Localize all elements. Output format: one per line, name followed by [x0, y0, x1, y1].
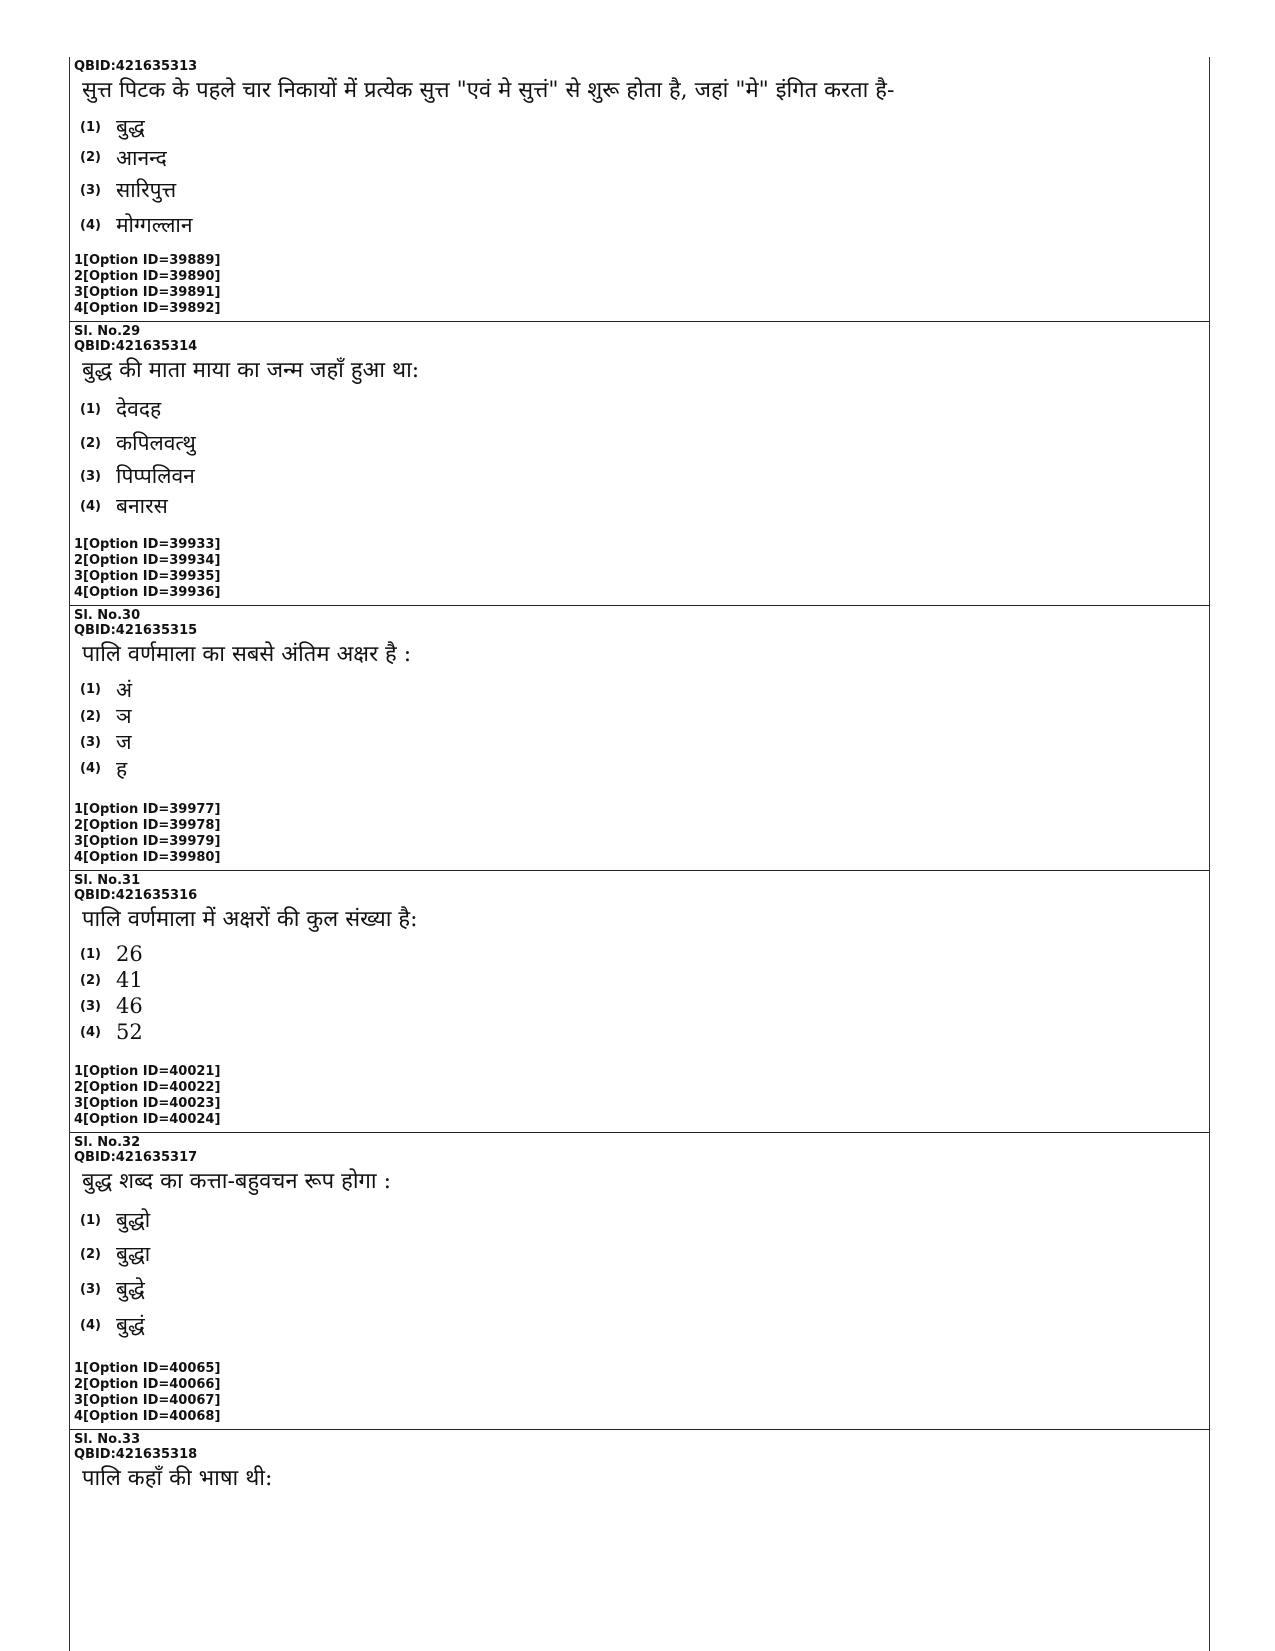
- option-id: 1[Option ID=40021]: [74, 1064, 221, 1079]
- option-id: 2[Option ID=39890]: [74, 269, 221, 284]
- qbid: QBID:421635318: [74, 1447, 198, 1462]
- option-id-list: [74, 802, 220, 866]
- option: [80, 460, 1209, 492]
- option-text: अं: [116, 677, 133, 702]
- question-block: [70, 322, 1209, 606]
- option: [80, 112, 1209, 142]
- question-paper: [69, 57, 1210, 1651]
- option-id: 2[Option ID=40022]: [74, 1080, 221, 1095]
- option-number: (2): [80, 435, 101, 451]
- option-text: 26: [116, 942, 143, 966]
- option-text: मोग्गल्लान: [116, 213, 193, 237]
- option-number: (4): [80, 1317, 101, 1333]
- option-text: बुद्धा: [116, 1242, 151, 1266]
- option-number: (1): [80, 1212, 101, 1228]
- option-text: आनन्द: [116, 145, 167, 170]
- option: [80, 173, 1209, 207]
- option-text: 52: [116, 1020, 143, 1044]
- question-text: पालि वर्णमाला में अक्षरों की कुल संख्या है:: [82, 907, 418, 932]
- option-number: (2): [80, 150, 101, 165]
- option: [80, 207, 1209, 243]
- option-text: ञ: [116, 704, 132, 728]
- option-number: (4): [80, 1024, 101, 1040]
- option: [80, 392, 1209, 426]
- question-block: [70, 1430, 1209, 1520]
- option-id: 1[Option ID=40065]: [74, 1361, 221, 1376]
- option-number: (3): [80, 182, 101, 198]
- option: [80, 492, 1209, 520]
- question-block: [70, 57, 1209, 322]
- question-text: पालि कहाँ की भाषा थी:: [82, 1466, 273, 1491]
- option-id: 4[Option ID=39936]: [74, 585, 221, 600]
- option-id: 3[Option ID=40023]: [74, 1096, 221, 1111]
- option: [80, 755, 1209, 782]
- option: [80, 676, 1209, 703]
- option-number: (1): [80, 946, 101, 962]
- option-text: 41: [116, 968, 143, 992]
- option: [80, 729, 1209, 755]
- option-text: बनारस: [116, 494, 168, 518]
- option-number: (3): [80, 468, 101, 484]
- qbid: QBID:421635313: [74, 59, 198, 74]
- option-id: 4[Option ID=40068]: [74, 1409, 221, 1424]
- option-id: 1[Option ID=39933]: [74, 537, 221, 552]
- option-text: बुद्धे: [116, 1277, 145, 1301]
- option-text: 46: [116, 994, 143, 1018]
- serial-number: Sl. No.29: [74, 324, 141, 339]
- option-id: 4[Option ID=39892]: [74, 301, 221, 316]
- option-id: 1[Option ID=39977]: [74, 802, 221, 817]
- option-number: (2): [80, 972, 101, 988]
- option-id: 4[Option ID=40024]: [74, 1112, 221, 1127]
- option-text: पिप्पलिवन: [116, 464, 195, 488]
- option: [80, 993, 1209, 1019]
- option-number: (2): [80, 708, 101, 724]
- qbid: QBID:421635316: [74, 888, 198, 903]
- option-id-list: [74, 253, 220, 317]
- option: [80, 1237, 1209, 1271]
- option-text: देवदह: [116, 397, 162, 421]
- option-id: 3[Option ID=39891]: [74, 285, 221, 300]
- option-id: 1[Option ID=39889]: [74, 253, 221, 268]
- option-id: 3[Option ID=39935]: [74, 569, 221, 584]
- option: [80, 1271, 1209, 1307]
- serial-number: Sl. No.31: [74, 873, 141, 888]
- question-block: [70, 1133, 1209, 1430]
- option-id: 2[Option ID=39934]: [74, 553, 221, 568]
- option-id: 4[Option ID=39980]: [74, 850, 221, 865]
- option-id: 2[Option ID=39978]: [74, 818, 221, 833]
- option-number: (4): [80, 761, 101, 776]
- option: [80, 967, 1209, 993]
- option-number: (2): [80, 1246, 101, 1262]
- option-text: ज: [116, 730, 132, 754]
- option-text: बुद्ध: [116, 115, 145, 139]
- option: [80, 1307, 1209, 1343]
- option-number: (1): [80, 119, 101, 135]
- option: [80, 941, 1209, 967]
- option: [80, 703, 1209, 729]
- serial-number: Sl. No.30: [74, 608, 141, 623]
- qbid: QBID:421635317: [74, 1150, 198, 1165]
- option-id: 2[Option ID=40066]: [74, 1377, 221, 1392]
- option-number: (1): [80, 401, 101, 417]
- question-text: बुद्ध शब्द का कत्ता-बहुवचन रूप होगा :: [82, 1169, 392, 1194]
- option: [80, 142, 1209, 173]
- question-block: [70, 606, 1209, 871]
- question-text: सुत्त पिटक के पहले चार निकायों में प्रत्येक सुत्त "एवं मे सुत्तं" से शुरू होता है, जहां "मे" इंगित करता है-: [82, 78, 895, 103]
- question-text: पालि वर्णमाला का सबसे अंतिम अक्षर है :: [82, 642, 412, 667]
- option-id: 3[Option ID=40067]: [74, 1393, 221, 1408]
- serial-number: Sl. No.32: [74, 1135, 141, 1150]
- question-text: बुद्ध की माता माया का जन्म जहाँ हुआ था:: [82, 358, 420, 383]
- option-id-list: [74, 1361, 220, 1425]
- option-text: ह: [116, 756, 128, 781]
- option: [80, 1019, 1209, 1045]
- qbid: QBID:421635315: [74, 623, 198, 638]
- option-text: बुद्धो: [116, 1208, 151, 1232]
- option: [80, 1203, 1209, 1237]
- option-number: (1): [80, 682, 101, 697]
- option-text: सारिपुत्त: [116, 178, 177, 202]
- option-number: (3): [80, 998, 101, 1014]
- option-number: (4): [80, 498, 101, 514]
- option-text: कपिलवत्थु: [116, 431, 196, 455]
- serial-number: Sl. No.33: [74, 1432, 141, 1447]
- option-text: बुद्धं: [116, 1313, 145, 1337]
- option-number: (3): [80, 1281, 101, 1297]
- option: [80, 426, 1209, 460]
- option-number: (3): [80, 734, 101, 750]
- option-id-list: [74, 1064, 220, 1128]
- question-block: [70, 871, 1209, 1133]
- option-id-list: [74, 537, 220, 601]
- option-number: (4): [80, 217, 101, 233]
- qbid: QBID:421635314: [74, 339, 198, 354]
- option-id: 3[Option ID=39979]: [74, 834, 221, 849]
